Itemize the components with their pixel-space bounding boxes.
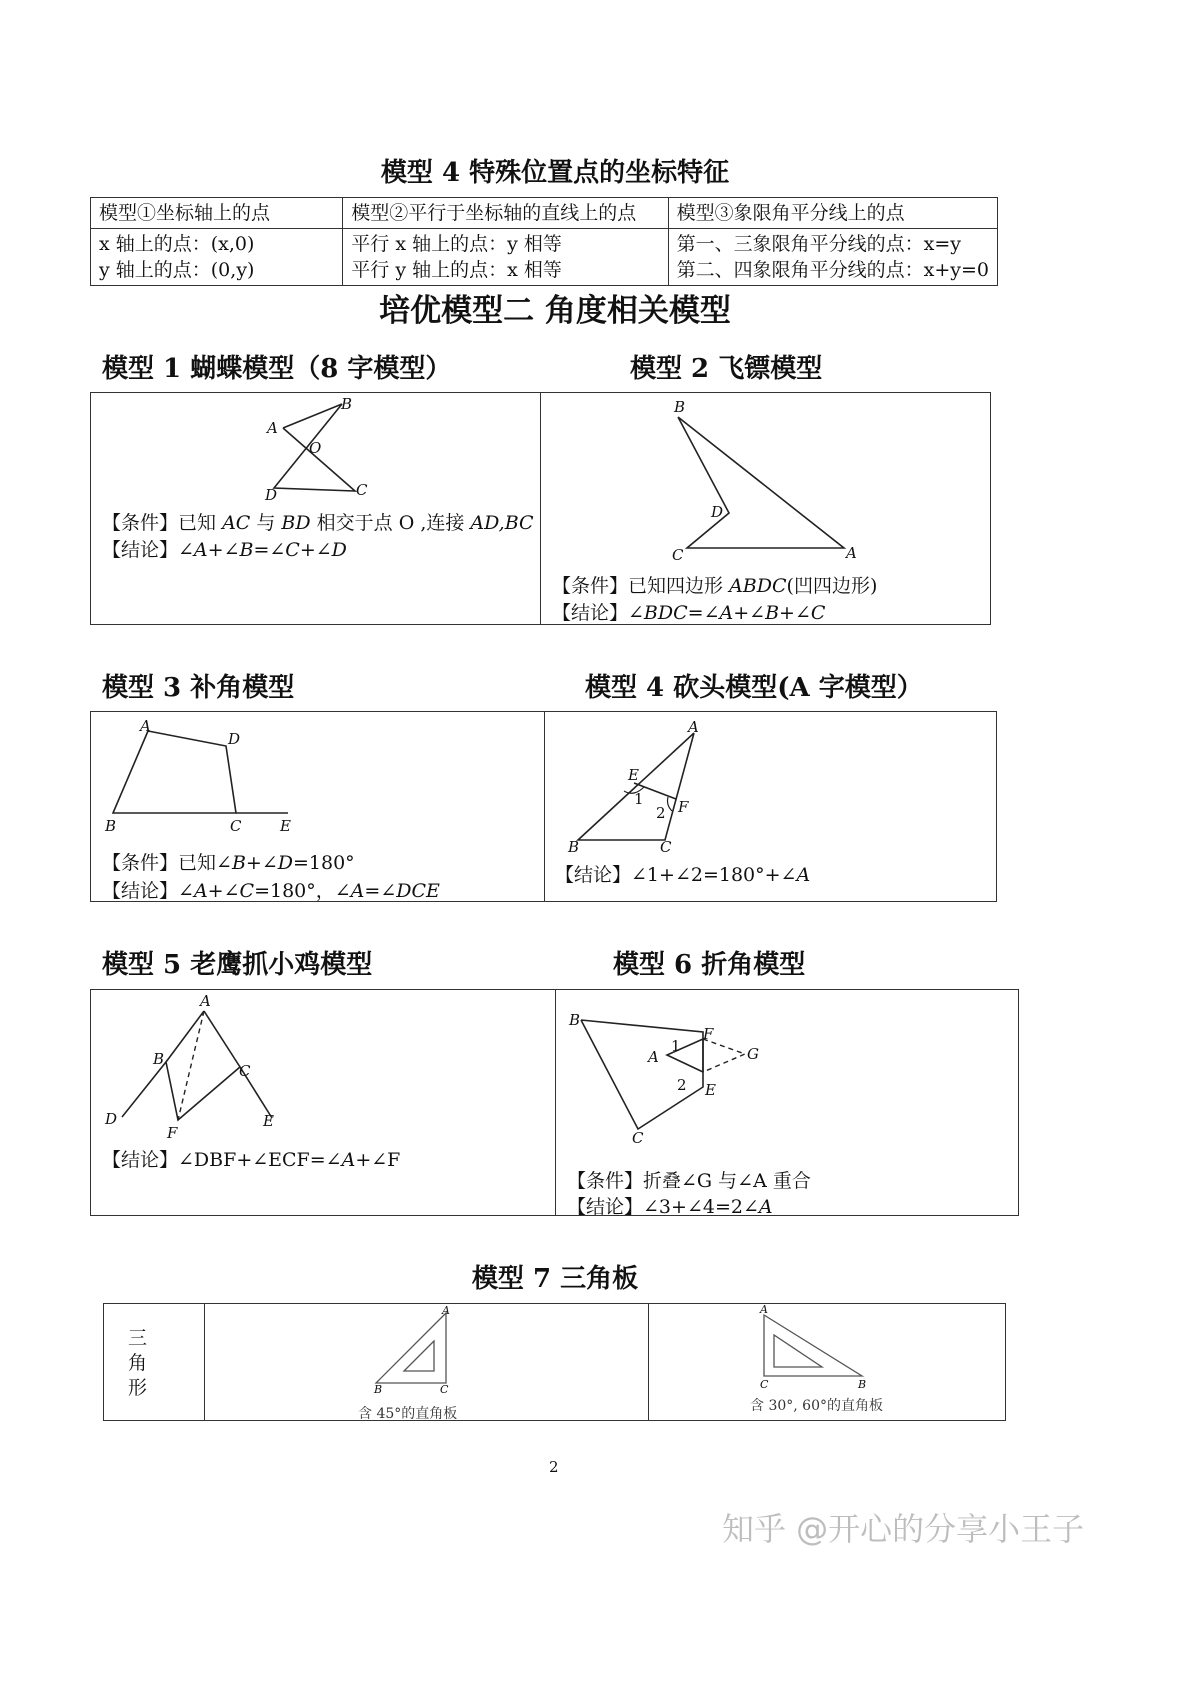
column-divider (648, 1303, 649, 1421)
conclusion-tag: 【结论】 (552, 602, 629, 624)
conclusion-text: ∠3+∠4=2∠ (643, 1196, 759, 1218)
conclusion-text: ∠DBF+∠ECF=∠ (178, 1149, 342, 1171)
label-A: A (200, 992, 211, 1010)
condition-text: 已知∠ (178, 852, 232, 874)
model1-conclusion (102, 535, 347, 562)
caption-30-60: 含 30°, 60°的直角板 (750, 1398, 883, 1414)
model3-title: 模型 3 补角模型 (102, 673, 295, 703)
table-header-row (91, 198, 998, 229)
label-C: C (660, 838, 672, 855)
conclusion-tag: 【结论】 (567, 1196, 644, 1218)
label-B: B (858, 1378, 867, 1391)
line-AC (204, 1011, 240, 1067)
model6-conclusion (567, 1192, 773, 1219)
section-title-coordinates: 模型 4 特殊位置点的坐标特征 (380, 158, 730, 188)
outer-triangle (581, 1020, 703, 1129)
label-A: A (760, 1303, 768, 1316)
model4-conclusion (555, 860, 810, 887)
model7-title: 模型 7 三角板 (471, 1264, 639, 1294)
dart-lines (678, 417, 844, 548)
label-A: A (267, 419, 278, 437)
side-label-char: 三 (128, 1327, 148, 1349)
conclusion-text: =∠ (364, 880, 397, 902)
label-C: C (672, 546, 684, 564)
model4-title: 模型 4 砍头模型(A 字模型） (585, 673, 923, 703)
page-number: 2 (549, 1458, 559, 1476)
label-C: C (230, 817, 242, 835)
label-E: E (705, 1081, 716, 1099)
quadrilateral (113, 731, 236, 813)
label-A: A (648, 1048, 659, 1066)
table-header: 模型③象限角平分线上的点 (668, 198, 997, 229)
label-A: A (140, 717, 151, 735)
table-row (91, 229, 998, 286)
condition-text: ABDC (729, 575, 787, 597)
side-label (128, 1326, 147, 1401)
conclusion-text: A (796, 864, 811, 886)
line-BA (166, 1011, 204, 1062)
side-label-char: 角 (128, 1352, 148, 1374)
side-label-char: 形 (128, 1377, 148, 1399)
label-2: 2 (656, 804, 666, 822)
condition-text: 相交于点 O ,连接 (310, 512, 471, 534)
condition-tag: 【条件】 (102, 852, 179, 874)
conclusion-text: +∠F (355, 1149, 401, 1171)
label-1: 1 (671, 1037, 681, 1055)
conclusion-text: DCE (396, 880, 440, 902)
label-C: C (440, 1383, 449, 1396)
label-1: 1 (634, 790, 644, 808)
model2-conclusion (552, 598, 825, 625)
main-title: 培优模型二 角度相关模型 (379, 293, 731, 329)
conclusion-tag: 【结论】 (555, 864, 632, 886)
dart-diagram (660, 395, 870, 565)
label-B: B (153, 1050, 165, 1068)
label-F: F (678, 798, 689, 816)
label-D: D (711, 503, 724, 521)
label-2: 2 (677, 1076, 687, 1094)
conclusion-text: C (239, 880, 255, 902)
label-C: C (239, 1062, 251, 1080)
coordinate-table (90, 197, 998, 286)
table-header: 模型②平行于坐标轴的直线上的点 (343, 198, 668, 229)
fold-diagram (560, 1005, 780, 1150)
condition-tag: 【条件】 (567, 1170, 644, 1192)
condition-text: 与 (250, 512, 282, 534)
conclusion-text: ∠1+∠2=180°+∠ (631, 864, 797, 886)
a-shape-diagram (560, 715, 720, 855)
label-A: A (442, 1304, 450, 1317)
condition-text: 折叠∠G 与∠A 重合 (643, 1170, 811, 1192)
model3-condition (102, 848, 355, 875)
label-B: B (374, 1383, 383, 1396)
label-A: A (688, 718, 699, 736)
cell-line: y 轴上的点：(0,y) (99, 259, 255, 281)
outer-triangle (376, 1313, 446, 1383)
condition-tag: 【条件】 (102, 512, 179, 534)
condition-text: (凹四边形) (786, 575, 878, 597)
model5-conclusion (102, 1145, 400, 1172)
condition-tag: 【条件】 (552, 575, 629, 597)
label-G: G (747, 1045, 759, 1063)
conclusion-text: A (341, 1149, 356, 1171)
set-square-30-60 (750, 1303, 880, 1393)
triangle (578, 733, 694, 840)
cell-line: 第二、四象限角平分线的点：x+y=0 (676, 259, 989, 281)
label-F: F (703, 1025, 714, 1043)
model6-condition (567, 1166, 811, 1193)
inner-triangle (404, 1341, 434, 1371)
label-C: C (760, 1378, 769, 1391)
set-square-45 (360, 1303, 480, 1398)
cell-line: 第一、三象限角平分线的点：x=y (676, 233, 961, 255)
condition-text: 已知 (178, 512, 223, 534)
model2-title: 模型 2 飞镖模型 (630, 354, 823, 384)
cell-line: x 轴上的点：(x,0) (99, 233, 255, 255)
label-C: C (632, 1129, 644, 1147)
caption-45: 含 45°的直角板 (358, 1406, 458, 1422)
model2-condition (552, 571, 877, 598)
conclusion-text: A (193, 880, 208, 902)
conclusion-text: A (350, 880, 365, 902)
label-D: D (105, 1110, 118, 1128)
conclusion-text: +∠ (207, 880, 240, 902)
label-E: E (628, 766, 639, 784)
condition-text: =180° (292, 852, 355, 874)
model1-title: 模型 1 蝴蝶模型（8 字模型） (102, 354, 452, 384)
label-B: B (568, 838, 580, 855)
label-B: B (569, 1011, 581, 1029)
label-B: B (674, 398, 686, 416)
conclusion-tag: 【结论】 (102, 539, 179, 561)
dashed-G (703, 1039, 745, 1072)
condition-text: AC (222, 512, 251, 534)
eagle-diagram (100, 992, 300, 1142)
conclusion-text: =180°，∠ (254, 880, 351, 902)
label-E: E (280, 817, 291, 835)
model3-conclusion (102, 876, 440, 903)
table-header: 模型①坐标轴上的点 (91, 198, 343, 229)
label-F: F (167, 1124, 178, 1142)
label-O: O (309, 439, 322, 457)
label-A: A (846, 544, 857, 562)
table-cell (91, 229, 343, 286)
condition-text: 已知四边形 (628, 575, 730, 597)
conclusion-text: ∠ (178, 880, 194, 902)
table-cell (343, 229, 668, 286)
label-D: D (265, 486, 278, 504)
label-B: B (341, 395, 353, 413)
cell-line: 平行 x 轴上的点：y 相等 (351, 233, 562, 255)
label-D: D (228, 730, 241, 748)
label-C: C (356, 481, 368, 499)
supplementary-diagram (100, 713, 310, 843)
label-B: B (105, 817, 117, 835)
conclusion-text: ∠A+∠B=∠C+∠D (178, 539, 347, 561)
angle-2-arc (668, 797, 673, 811)
condition-text: BD (281, 512, 311, 534)
label-E: E (263, 1112, 274, 1130)
table-cell (668, 229, 997, 286)
watermark: 知乎 @开心的分享小王子 (722, 1510, 1085, 1548)
conclusion-text: A (758, 1196, 773, 1218)
model6-title: 模型 6 折角模型 (613, 950, 806, 980)
model1-condition (102, 508, 534, 535)
conclusion-tag: 【结论】 (102, 1149, 179, 1171)
conclusion-text: ∠BDC=∠A+∠B+∠C (628, 602, 826, 624)
condition-text: +∠ (245, 852, 278, 874)
condition-text: AD,BC (470, 512, 534, 534)
cell-line: 平行 y 轴上的点：x 相等 (351, 259, 562, 281)
condition-text: D (277, 852, 293, 874)
model5-title: 模型 5 老鹰抓小鸡模型 (102, 950, 373, 980)
condition-text: B (231, 852, 246, 874)
inner-triangle (774, 1335, 822, 1367)
column-divider (204, 1303, 205, 1421)
conclusion-tag: 【结论】 (102, 880, 179, 902)
butterfly-diagram (255, 395, 375, 505)
